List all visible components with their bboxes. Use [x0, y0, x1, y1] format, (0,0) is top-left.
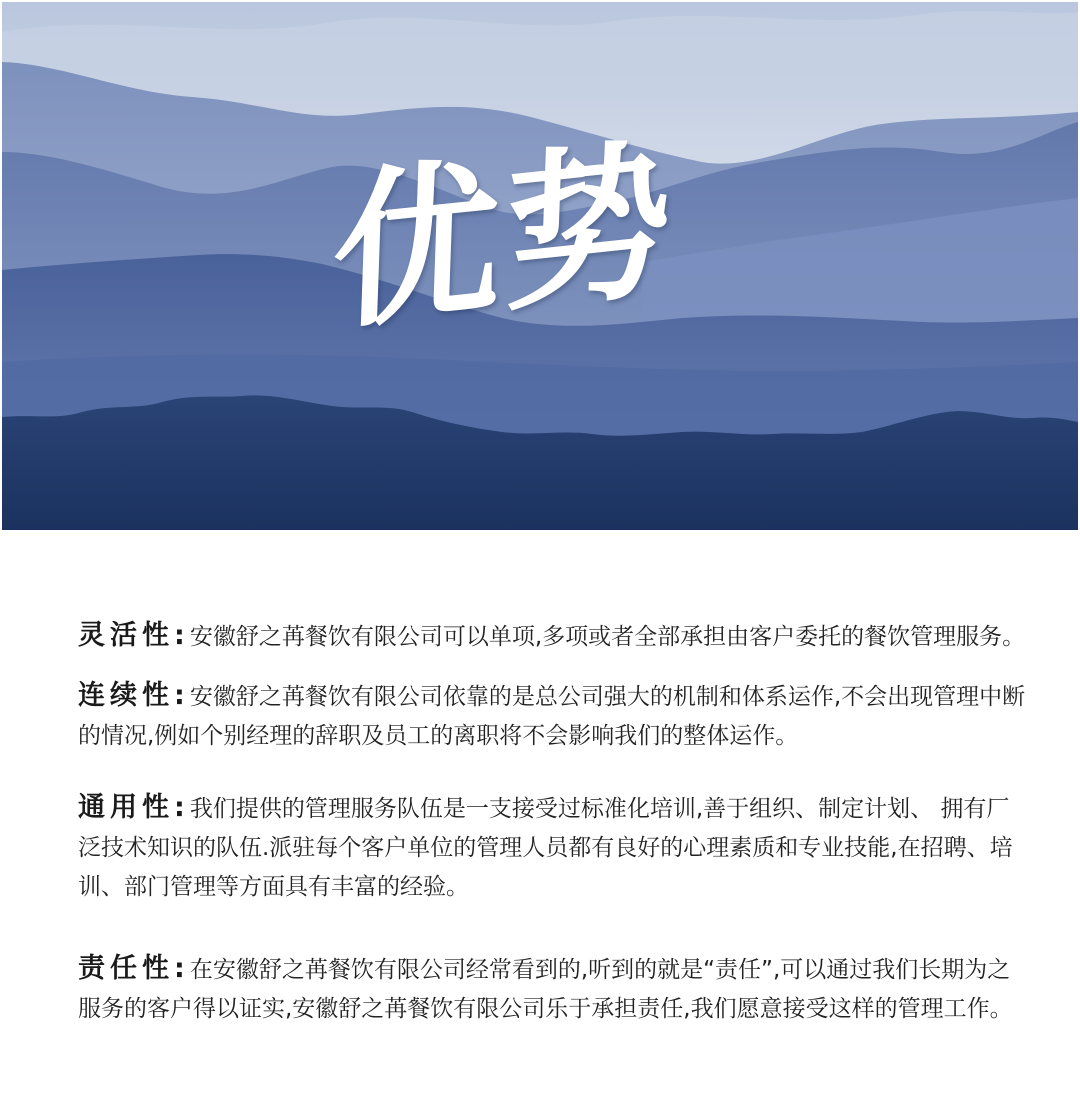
advantage-text: 我们提供的管理服务队伍是一支接受过标准化培训,善于组织、制定计划、 拥有厂泛技术知识的队伍.派驻每个客户单位的管理人员都有良好的心理素质和专业技能,在招聘、培训、部门管理等方面具有丰富的经验。 [78, 796, 1013, 900]
advantages-section [78, 616, 1028, 1029]
advantage-continuity [78, 676, 1028, 756]
hero-title: 优势 [329, 118, 679, 354]
advantage-term: 灵活性: [78, 620, 190, 651]
advantage-term: 通用性: [78, 792, 190, 823]
advantage-term: 连续性: [78, 680, 190, 711]
advantage-text: 安徽舒之苒餐饮有限公司依靠的是总公司强大的机制和体系运作,不会出现管理中断的情况,例如个别经理的辞职及员工的离职将不会影响我们的整体运作。 [78, 684, 1026, 749]
advantage-responsibility [78, 949, 1028, 1029]
hero-banner [2, 2, 1078, 530]
advantage-flexibility [78, 616, 1028, 657]
advantage-term: 责任性: [78, 953, 190, 984]
advantage-versatility [78, 788, 1028, 907]
advantage-text: 在安徽舒之苒餐饮有限公司经常看到的,听到的就是“责任”,可以通过我们长期为之服务的客户得以证实,安徽舒之苒餐饮有限公司乐于承担责任,我们愿意接受这样的管理工作。 [78, 957, 1013, 1022]
advantage-text: 安徽舒之苒餐饮有限公司可以单项,多项或者全部承担由客户委托的餐饮管理服务。 [189, 624, 1026, 650]
